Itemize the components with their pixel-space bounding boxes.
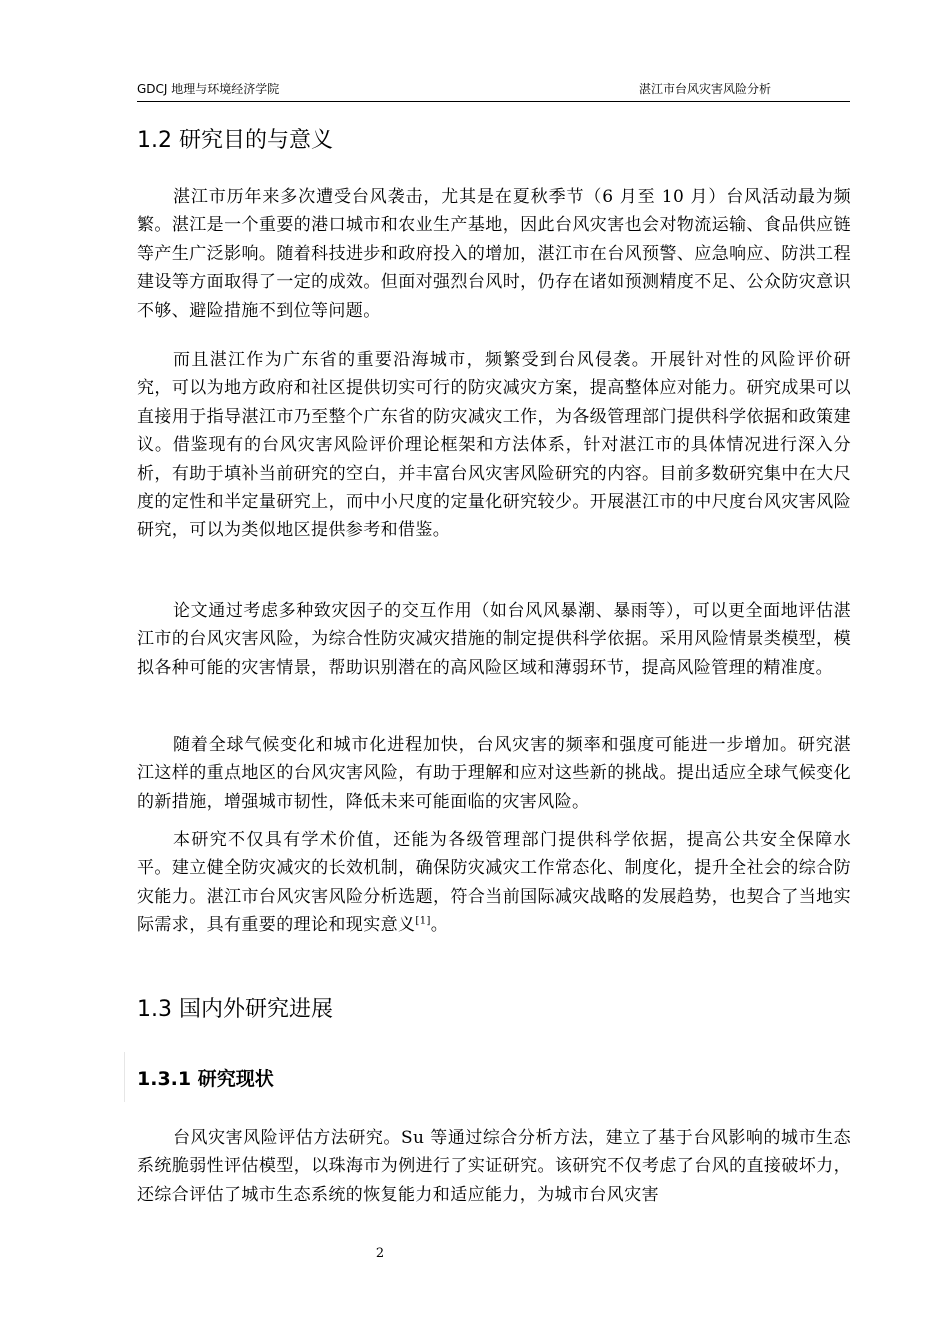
citation-ref[interactable]: [1] bbox=[415, 915, 431, 927]
paragraph-3: 论文通过考虑多种致灾因子的交互作用（如台风风暴潮、暴雨等），可以更全面地评估湛江市的台风灾害风险，为综合性防灾减灾措施的制定提供科学依据。采用风险情景类模型，模拟各种可能的灾害情景，帮助识别潜在的高风险区域和薄弱环节，提高风险管理的精准度。 bbox=[137, 601, 851, 678]
header-institution: GDCJ 地理与环境经济学院 bbox=[137, 82, 280, 96]
paragraph-1: 湛江市历年来多次遭受台风袭击，尤其是在夏秋季节（6 月至 10 月）台风活动最为频繁。湛江是一个重要的港口城市和农业生产基地，因此台风灾害也会对物流运输、食品供应链等产生广泛影响。随着科技进步和政府投入的增加，湛江市在台风预警、应急响应、防洪工程建设等方面取得了一定的成效。但面对强烈台风时，仍存在诸如预测精度不足、公众防灾意识不够、避险措施不到位等问题。 bbox=[137, 187, 851, 321]
subsection-heading-1-3-1: 1.3.1 研究现状 bbox=[137, 1068, 274, 1090]
section-heading-1-2: 1.2 研究目的与意义 bbox=[137, 128, 333, 153]
page-number: 2 bbox=[375, 1246, 385, 1261]
paragraph-6: 台风灾害风险评估方法研究。Su 等通过综合分析方法，建立了基于台风影响的城市生态系统脆弱性评估模型，以珠海市为例进行了实证研究。该研究不仅考虑了台风的直接破坏力，还综合评估了城市生态系统的恢复能力和适应能力，为城市台风灾害 bbox=[137, 1128, 851, 1205]
section-heading-1-3: 1.3 国内外研究进展 bbox=[137, 997, 333, 1022]
paragraph-5 bbox=[137, 826, 851, 940]
running-header bbox=[137, 79, 850, 102]
paragraph-5-end: 。 bbox=[430, 915, 449, 936]
paragraph-4: 随着全球气候变化和城市化进程加快，台风灾害的频率和强度可能进一步增加。研究湛江这样的重点地区的台风灾害风险，有助于理解和应对这些新的挑战。提出适应全球气候变化的新措施，增强城市韧性，降低未来可能面临的灾害风险。 bbox=[137, 735, 851, 812]
paragraph-2: 而且湛江作为广东省的重要沿海城市，频繁受到台风侵袭。开展针对性的风险评价研究，可以为地方政府和社区提供切实可行的防灾减灾方案，提高整体应对能力。研究成果可以直接用于指导湛江市乃至整个广东省的防灾减灾工作，为各级管理部门提供科学依据和政策建议。借鉴现有的台风灾害风险评价理论框架和方法体系，针对湛江市的具体情况进行深入分析，有助于填补当前研究的空白，并丰富台风灾害风险研究的内容。目前多数研究集中在大尺度的定性和半定量研究上，而中小尺度的定量化研究较少。开展湛江市的中尺度台风灾害风险研究，可以为类似地区提供参考和借鉴。 bbox=[137, 350, 851, 541]
heading-margin-line bbox=[124, 1052, 125, 1102]
header-paper-title: 湛江市台风灾害风险分析 bbox=[638, 82, 771, 96]
paragraph-5-text: 本研究不仅具有学术价值，还能为各级管理部门提供科学依据，提高公共安全保障水平。建立健全防灾减灾的长效机制，确保防灾减灾工作常态化、制度化，提升全社会的综合防灾能力。湛江市台风灾害风险分析选题，符合当前国际减灾战略的发展趋势，也契合了当地实际需求，具有重要的理论和现实意义 bbox=[137, 830, 851, 936]
